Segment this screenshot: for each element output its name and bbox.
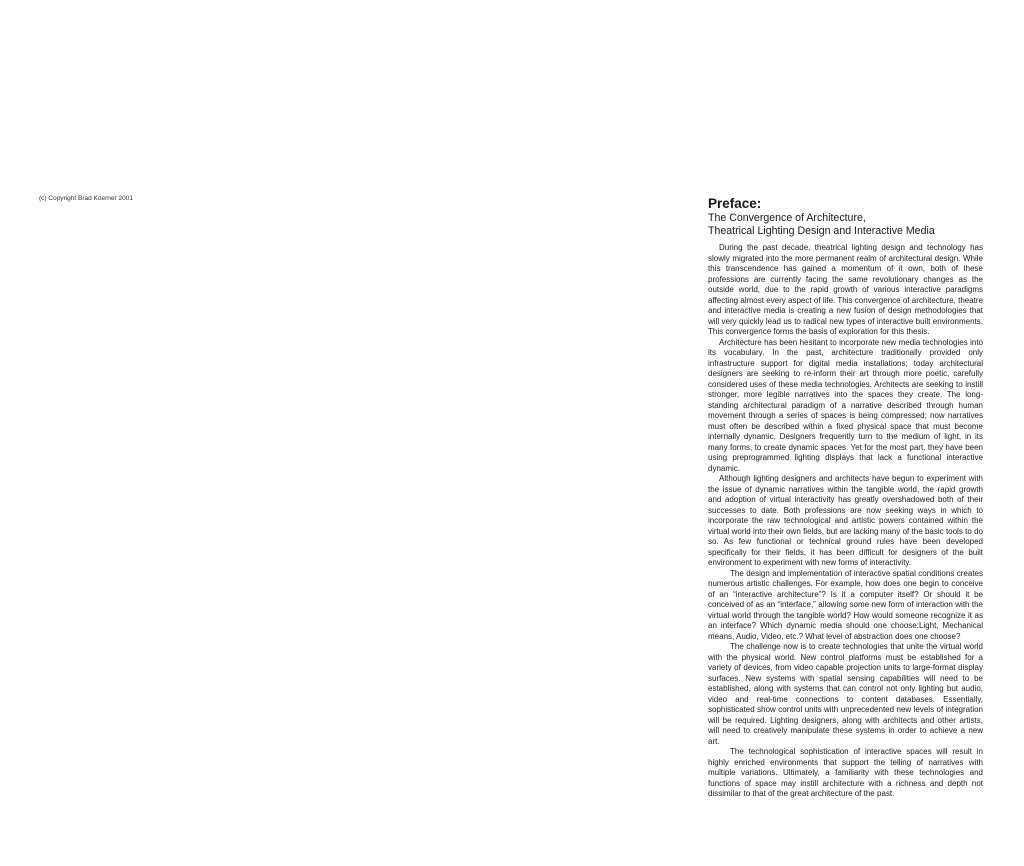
subtitle-line-1: The Convergence of Architecture, xyxy=(708,212,866,224)
preface-column xyxy=(708,196,983,800)
paragraph: The challenge now is to create technologies that unite the virtual world with the physical world. New control platforms must be established for a variety of devices, from video capable projection units to large-format display surfaces. New systems with spatial sensing capabilities will need to be established, along with systems that can control not only lighting but audio, video and real-time connections to content databases. Essentially, sophisticated show control units with unprecedented new levels of integration will be required. Lighting designers, along with architects and other artists, will need to creatively manipulate these systems in order to achieve a new art. xyxy=(708,642,983,746)
copyright-notice: (c) Copyright Brad Koerner 2001 xyxy=(39,195,133,202)
paragraph: Architecture has been hesitant to incorporate new media technologies into its vocabulary. In the past, architecture traditionally provided only infrastructure support for digital media installations; today architectural designers are seeking to re-inform their art through more poetic, carefully considered uses of these media technologies. Architects are seeking to instill stronger, more legible narratives into the spaces they create. The long-standing architectural paradigm of a narrative described through human movement through a series of spaces is being compressed; now narratives must often be described within a fixed physical space that must become internally dynamic. Designers frequently turn to the medium of light, in its many forms, to create dynamic spaces. Yet for the most part, they have been using preprogrammed lighting displays that lack a functional interactive dynamic. xyxy=(708,337,983,473)
paragraph: During the past decade, theatrical lighting design and technology has slowly migrated into the more permanent realm of architectural design. While this transcendence has gained a momentum of it own, both of these professions are currently facing the same revolutionary changes as the outside world, due to the rapid growth of various interactive paradigms affecting almost every aspect of life. This convergence of architecture, theatre and interactive media is creating a new fusion of design methodologies that will very quickly lead us to radical new types of interactive built environments. This convergence forms the basis of exploration for this thesis. xyxy=(708,243,983,336)
body-text xyxy=(708,243,983,800)
page-title: Preface: xyxy=(708,196,762,211)
paragraph: The technological sophistication of interactive spaces will result in highly enriched environments that support the telling of narratives with multiple variations. Ultimately, a familiarity with these technologies and functions of space may instill architecture with a richness and depth not dissimilar to that of the great architecture of the past. xyxy=(708,747,983,798)
subtitle-line-2: Theatrical Lighting Design and Interactive Media xyxy=(708,225,935,237)
paragraph: Although lighting designers and architects have begun to experiment with the issue of dynamic narratives within the tangible world, the rapid growth and adoption of virtual interactivity has greatly overshadowed both of their successes to date. Both professions are now seeking ways in which to incorporate the raw technological and artistic powers contained within the virtual world into their own fields, but are lacking many of the basic tools to do so. As few functional or technical ground rules have been developed specifically for their fields, it has been difficult for designers of the built environment to experiment with new forms of interactivity. xyxy=(708,474,983,567)
paragraph: The design and implementation of interactive spatial conditions creates numerous artistic challenges. For example, how does one begin to conceive of an “interactive architecture”? Is it a computer itself? Or should it be conceived of as an “interface,” allowing some new form of interaction with the virtual world through the tangible world? How would someone recognize it as an interface? Which dynamic media should one choose:Light, Mechanical means, Audio, Video, etc.? What level of abstraction does one choose? xyxy=(708,568,983,641)
